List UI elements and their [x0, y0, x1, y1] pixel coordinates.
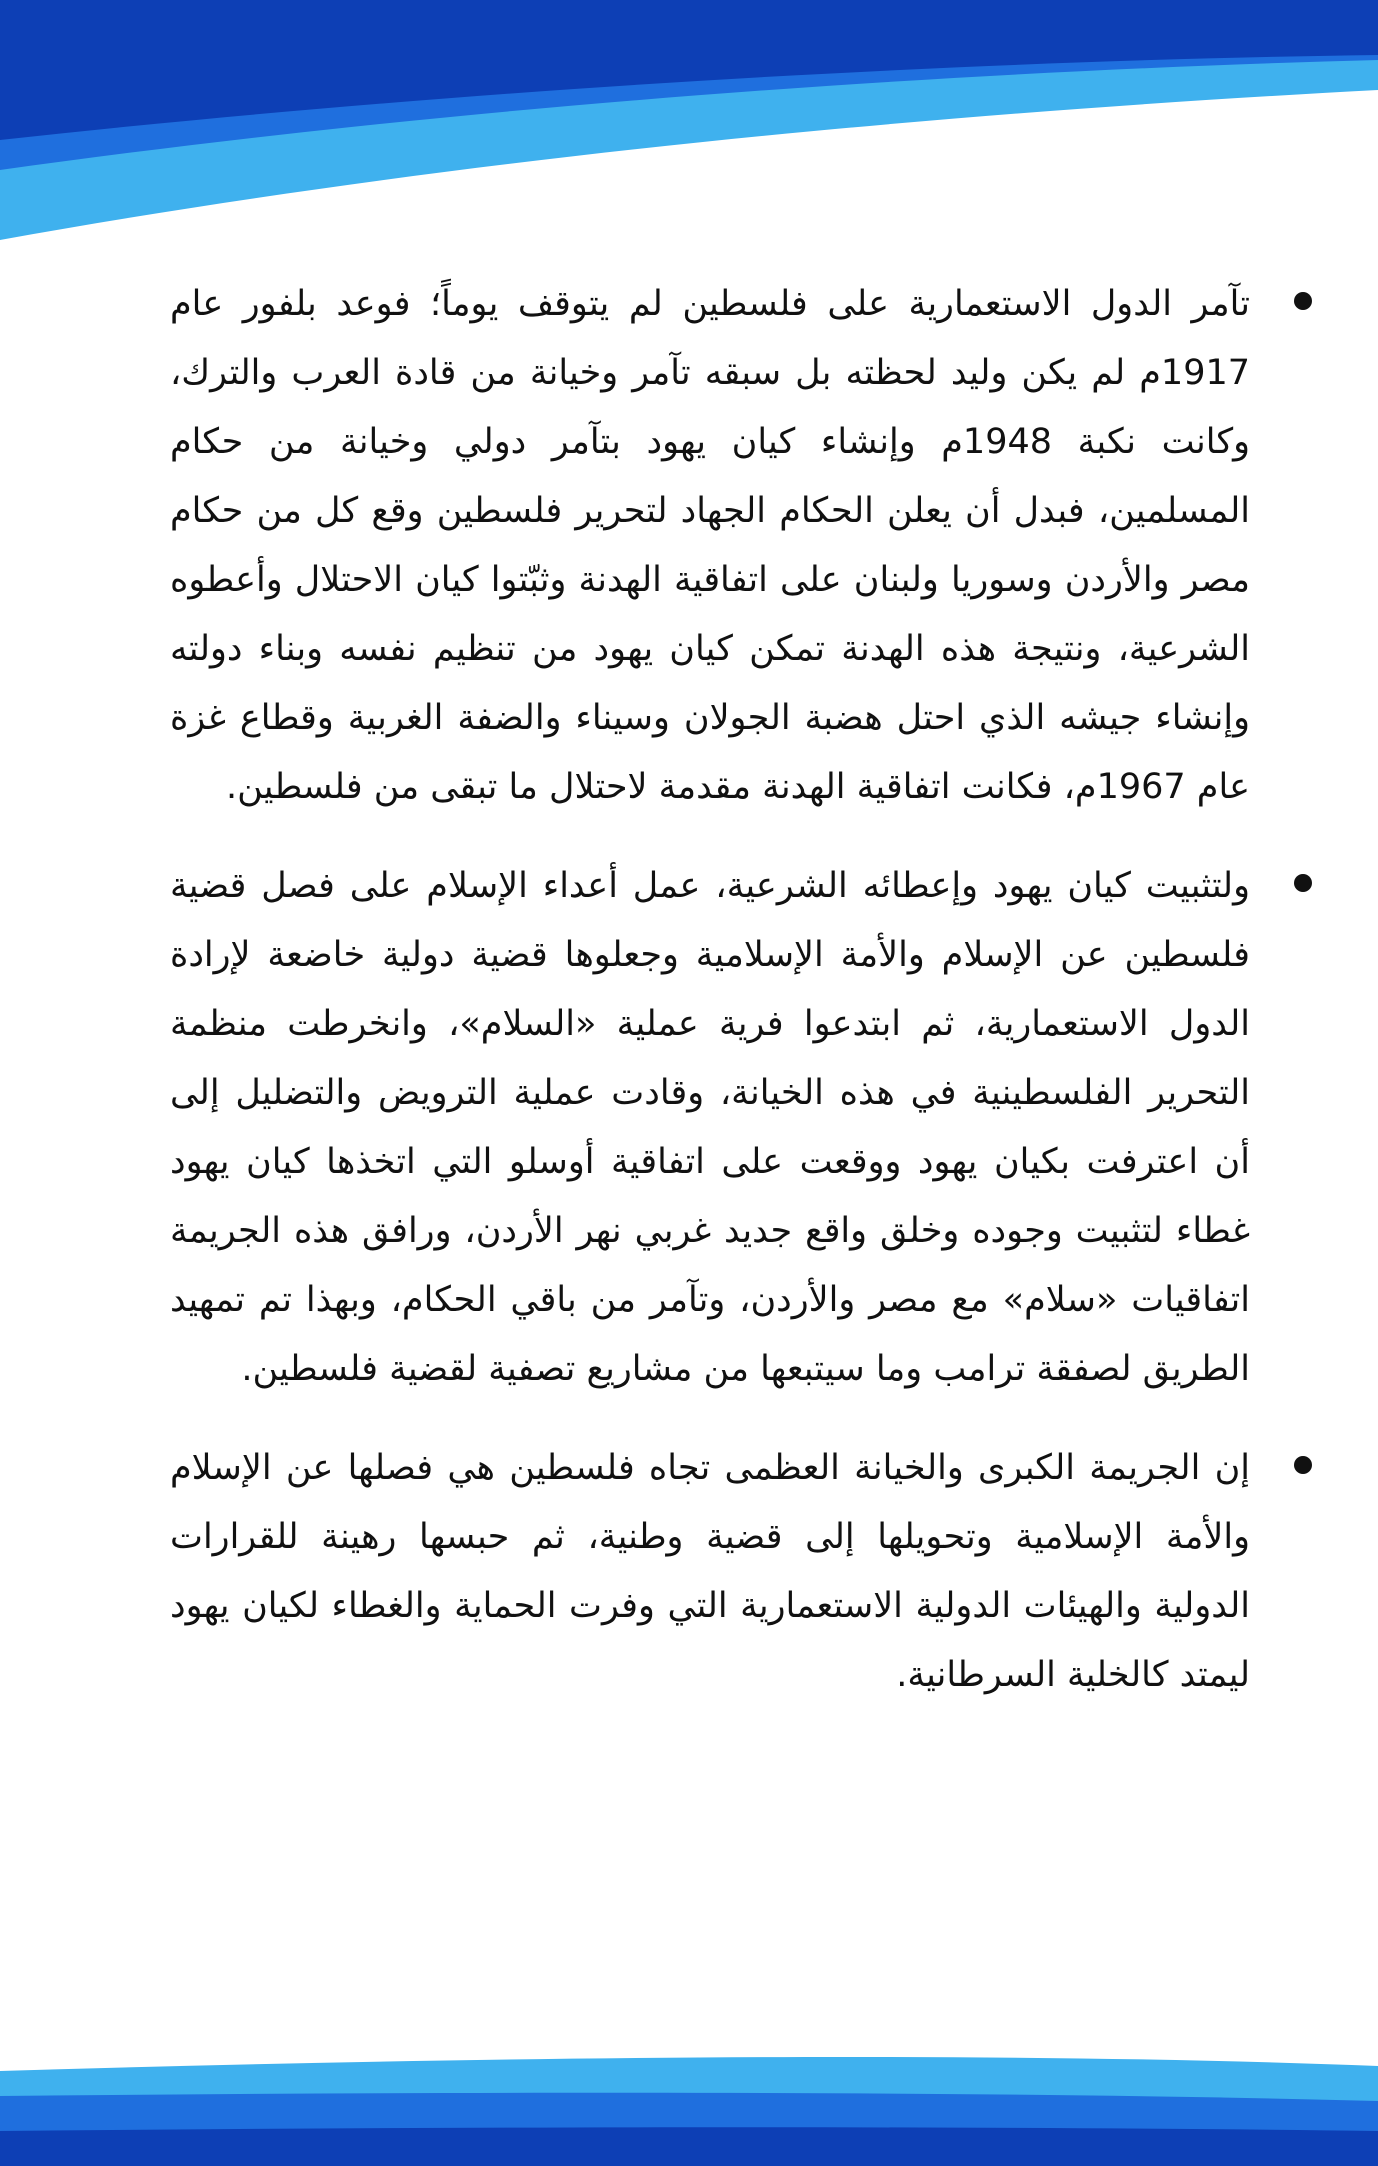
- bullet-paragraph: إن الجريمة الكبرى والخيانة العظمى تجاه فلسطين هي فصلها عن الإسلام والأمة الإسلامية وتحويلها إلى قضية وطنية، ثم حبسها رهينة للقرارات الدولية والهيئات الدولية الاستعمارية التي وفرت الحماية والغطاء لكيان يهود ليمتد كالخلية السرطانية.: [170, 1448, 1250, 1695]
- bullet-paragraph: تآمر الدول الاستعمارية على فلسطين لم يتوقف يوماً؛ فوعد بلفور عام 1917م لم يكن وليد لحظته بل سبقه تآمر وخيانة من قادة العرب والترك، وكانت نكبة 1948م وإنشاء كيان يهود بتآمر دولي وخيانة من حكام المسلمين، فبدل أن يعلن الحكام الجهاد لتحرير فلسطين وقع كل من حكام مصر والأردن وسوريا ولبنان على اتفاقية الهدنة وثبّتوا كيان الاحتلال وأعطوه الشرعية، ونتيجة هذه الهدنة تمكن كيان يهود من تنظيم نفسه وبناء دولته وإنشاء جيشه الذي احتل هضبة الجولان وسيناء والضفة الغربية وقطاع غزة عام 1967م، فكانت اتفاقية الهدنة مقدمة لاحتلال ما تبقى من فلسطين.: [170, 284, 1251, 807]
- bullet-paragraph: ولتثبيت كيان يهود وإعطائه الشرعية، عمل أعداء الإسلام على فصل قضية فلسطين عن الإسلام والأمة الإسلامية وجعلوها قضية دولية خاضعة لإرادة الدول الاستعمارية، ثم ابتدعوا فرية عملية «السلام»، وانخرطت منظمة التحرير الفلسطينية في هذه الخيانة، وقادت عملية الترويض والتضليل إلى أن اعترفت بكيان يهود ووقعت على اتفاقية أوسلو التي اتخذها كيان يهود غطاء لتثبيت وجوده وخلق واقع جديد غربي نهر الأردن، ورافق هذه الجريمة اتفاقيات «سلام» مع مصر والأردن، وتآمر من باقي الحكام، وبهذا تم تمهيد الطريق لصفقة ترامب وما سيتبعها من مشاريع تصفية لقضية فلسطين.: [170, 866, 1250, 1389]
- top-wave-banner: [0, 0, 1378, 250]
- main-content: [170, 270, 1250, 1740]
- bullet-item: [170, 270, 1250, 822]
- bullet-item: [170, 1434, 1250, 1710]
- bullet-dot-icon: [1294, 1456, 1312, 1474]
- bullet-dot-icon: [1294, 874, 1312, 892]
- bullet-item: [170, 852, 1250, 1404]
- bottom-wave-banner: [0, 2036, 1378, 2166]
- bottom-wave-dark: [0, 2127, 1378, 2166]
- bullet-dot-icon: [1294, 292, 1312, 310]
